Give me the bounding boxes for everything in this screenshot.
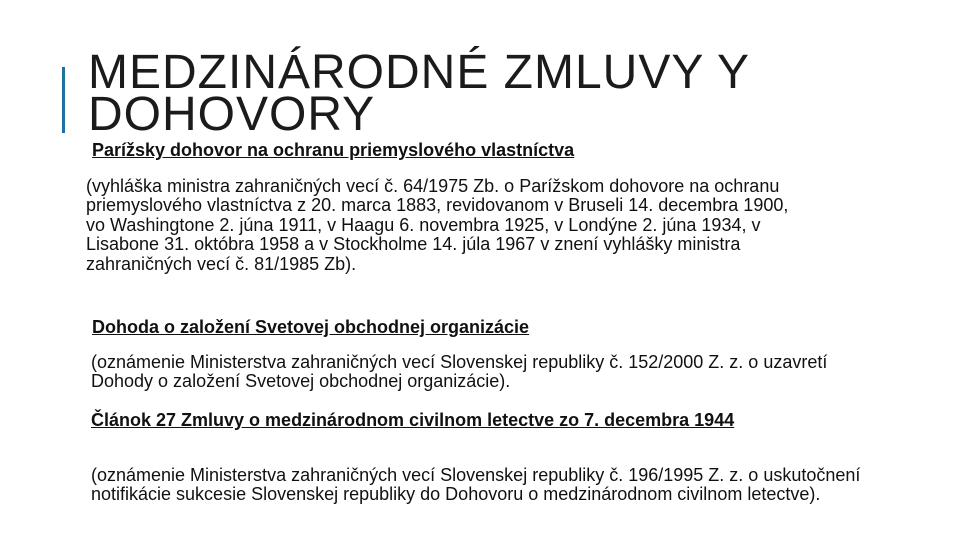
section-heading-wto-agreement: Dohoda o založení Svetovej obchodnej organizácie [92,317,530,337]
slide-title: MEDZINÁRODNÉ ZMLUVY Y DOHOVORY [88,46,750,141]
title-accent-bar [62,67,65,133]
section-text-paris-convention: (vyhláška ministra zahraničných vecí č. 64/1975 Zb. o Parížskom dohovore na ochranu priemyslového vlastníctva z 20. marca 1883, revidovanom v Bruseli 14. decembra 1900, vo Washingtone 2. júna 1911, v Haagu 6. novembra 1925, v Londýne 2. júna 1934, v Lisabone 31. októbra 1958 a v Stockholme 14. júla 1967 v znení vyhlášky ministra zahraničných vecí č. 81/1985 Zb). [86,176,789,274]
section-heading-civil-aviation-article: Článok 27 Zmluvy o medzinárodnom civilnom letectve zo 7. decembra 1944 [91,410,735,430]
section-text-civil-aviation-article: (oznámenie Ministerstva zahraničných vecí Slovenskej republiky č. 196/1995 Z. z. o uskutočnení notifikácie sukcesie Slovenskej republiky do Dohovoru o medzinárodnom civilnom letectve). [91,465,861,505]
section-heading-paris-convention: Parížsky dohovor na ochranu priemyslového vlastníctva [92,140,575,160]
section-text-wto-agreement: (oznámenie Ministerstva zahraničných vecí Slovenskej republiky č. 152/2000 Z. z. o uzavretí Dohody o založení Svetovej obchodnej organizácie). [91,352,828,392]
